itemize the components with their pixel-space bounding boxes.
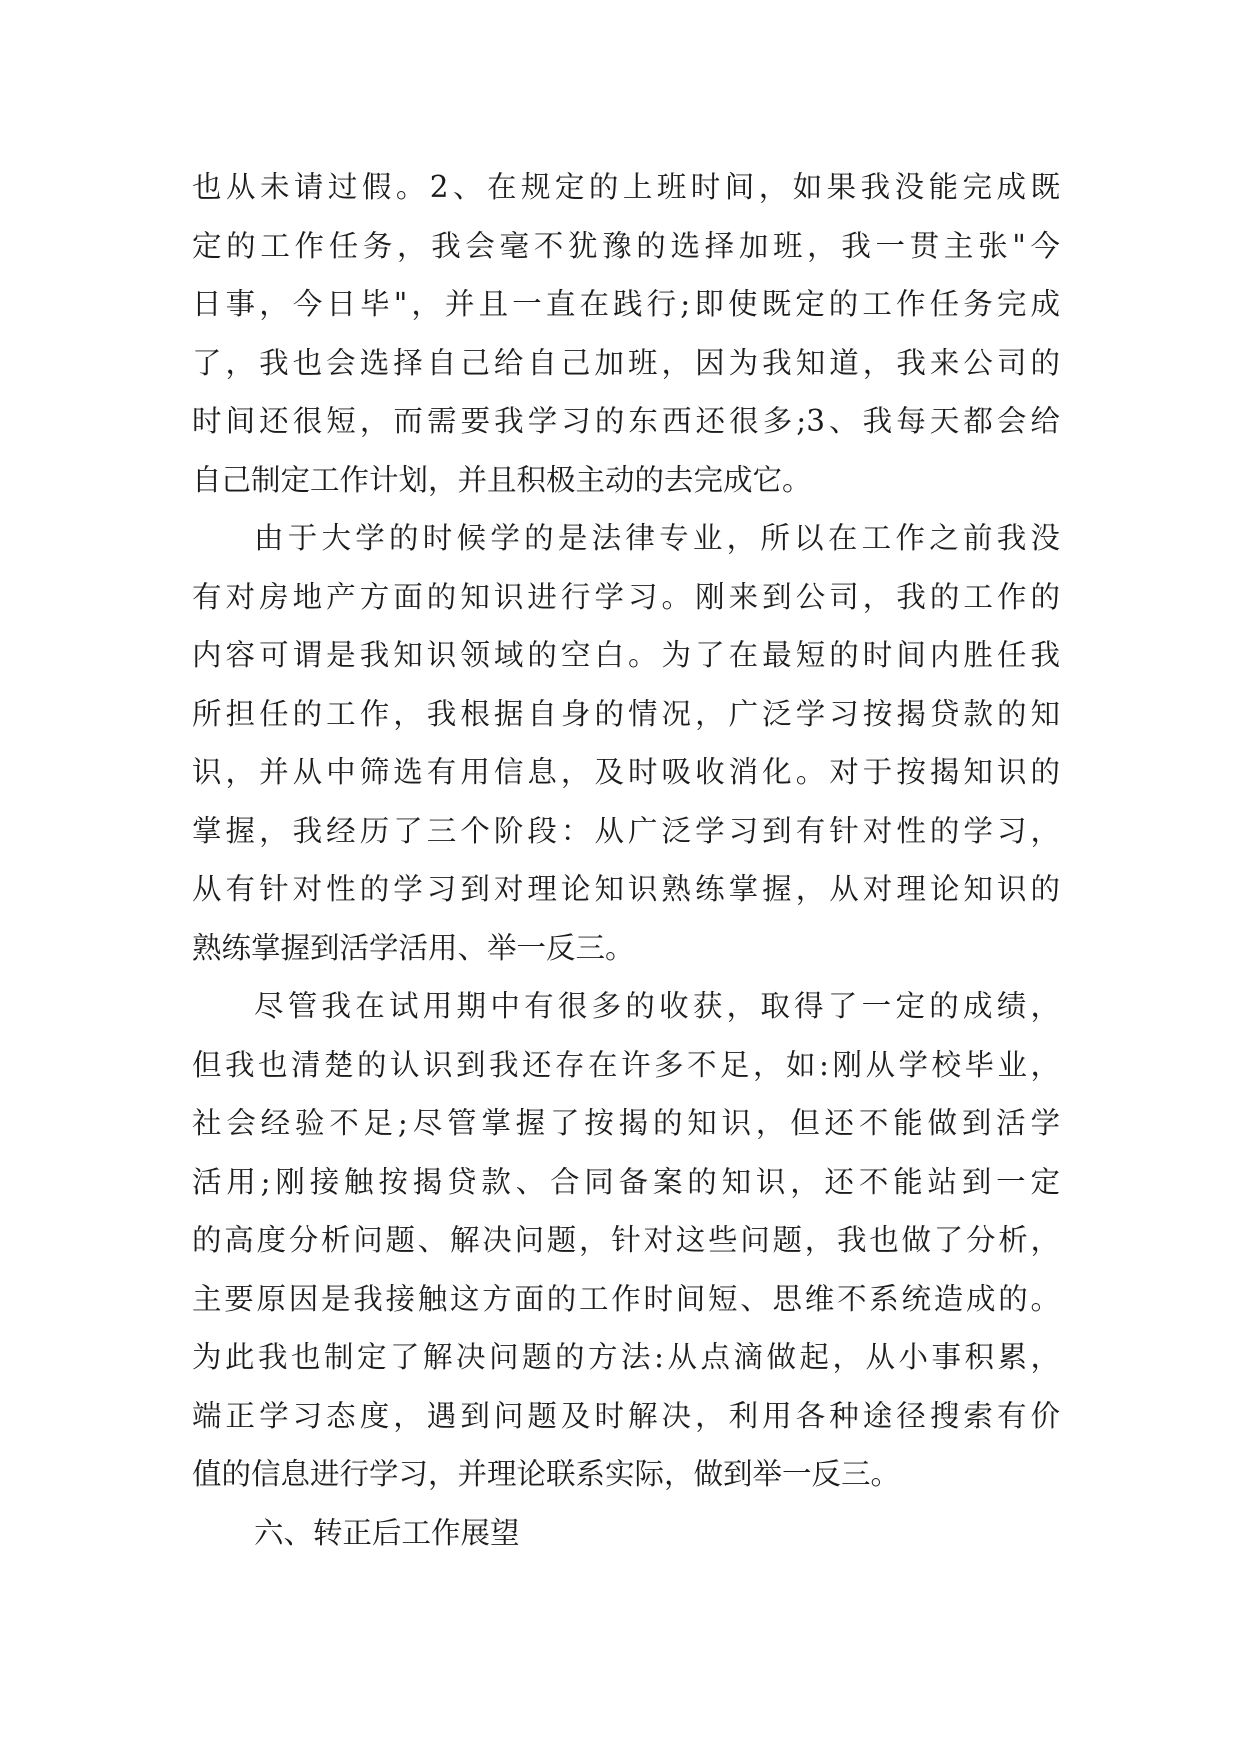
text-line: 日事，今日毕"，并且一直在践行;即使既定的工作任务完成 <box>192 287 1060 321</box>
section-heading-outlook <box>192 1504 1060 1563</box>
paragraph-work-attitude <box>192 158 1060 509</box>
text-line: 尽管我在试用期中有很多的收获，取得了一定的成绩， <box>254 989 1060 1023</box>
text-line: 端正学习态度，遇到问题及时解决，利用各种途径搜索有价 <box>192 1398 1060 1433</box>
text-line: 内容可谓是我知识领域的空白。为了在最短的时间内胜任我 <box>192 638 1060 672</box>
text-line: 主要原因是我接触这方面的工作时间短、思维不系统造成的。 <box>192 1281 1060 1316</box>
text-line: 也从未请过假。2、在规定的上班时间，如果我没能完成既 <box>192 170 1060 204</box>
text-line: 熟练掌握到活学活用、举一反三。 <box>192 930 635 965</box>
text-line: 识，并从中筛选有用信息，及时吸收消化。对于按揭知识的 <box>192 755 1060 789</box>
text-line: 了，我也会选择自己给自己加班，因为我知道，我来公司的 <box>192 345 1060 380</box>
text-line: 自己制定工作计划，并且积极主动的去完成它。 <box>192 462 812 497</box>
text-line: 有对房地产方面的知识进行学习。刚来到公司，我的工作的 <box>192 579 1060 614</box>
text-line: 值的信息进行学习，并理论联系实际，做到举一反三。 <box>192 1457 901 1491</box>
text-line: 社会经验不足;尽管掌握了按揭的知识，但还不能做到活学 <box>192 1106 1060 1140</box>
text-line: 从有针对性的学习到对理论知识熟练掌握，从对理论知识的 <box>192 872 1060 906</box>
text-line: 定的工作任务，我会毫不犹豫的选择加班，我一贯主张"今 <box>192 228 1060 263</box>
text-line: 时间还很短，而需要我学习的东西还很多;3、我每天都会给 <box>192 404 1060 438</box>
text-line: 但我也清楚的认识到我还存在许多不足，如:刚从学校毕业， <box>192 1047 1060 1082</box>
paragraph-learning <box>192 509 1060 977</box>
text-line: 的高度分析问题、解决问题，针对这些问题，我也做了分析， <box>192 1223 1060 1257</box>
text-line: 掌握，我经历了三个阶段：从广泛学习到有针对性的学习， <box>192 813 1060 848</box>
section-heading: 六、转正后工作展望 <box>254 1515 520 1550</box>
text-line: 活用;刚接触按揭贷款、合同备案的知识，还不能站到一定 <box>192 1164 1060 1199</box>
text-line: 所担任的工作，我根据自身的情况，广泛学习按揭贷款的知 <box>192 696 1060 731</box>
paragraph-shortcomings <box>192 977 1060 1504</box>
text-line: 由于大学的时候学的是法律专业，所以在工作之前我没 <box>254 521 1060 555</box>
document-page <box>192 158 1060 1562</box>
text-line: 为此我也制定了解决问题的方法:从点滴做起，从小事积累， <box>192 1340 1060 1374</box>
